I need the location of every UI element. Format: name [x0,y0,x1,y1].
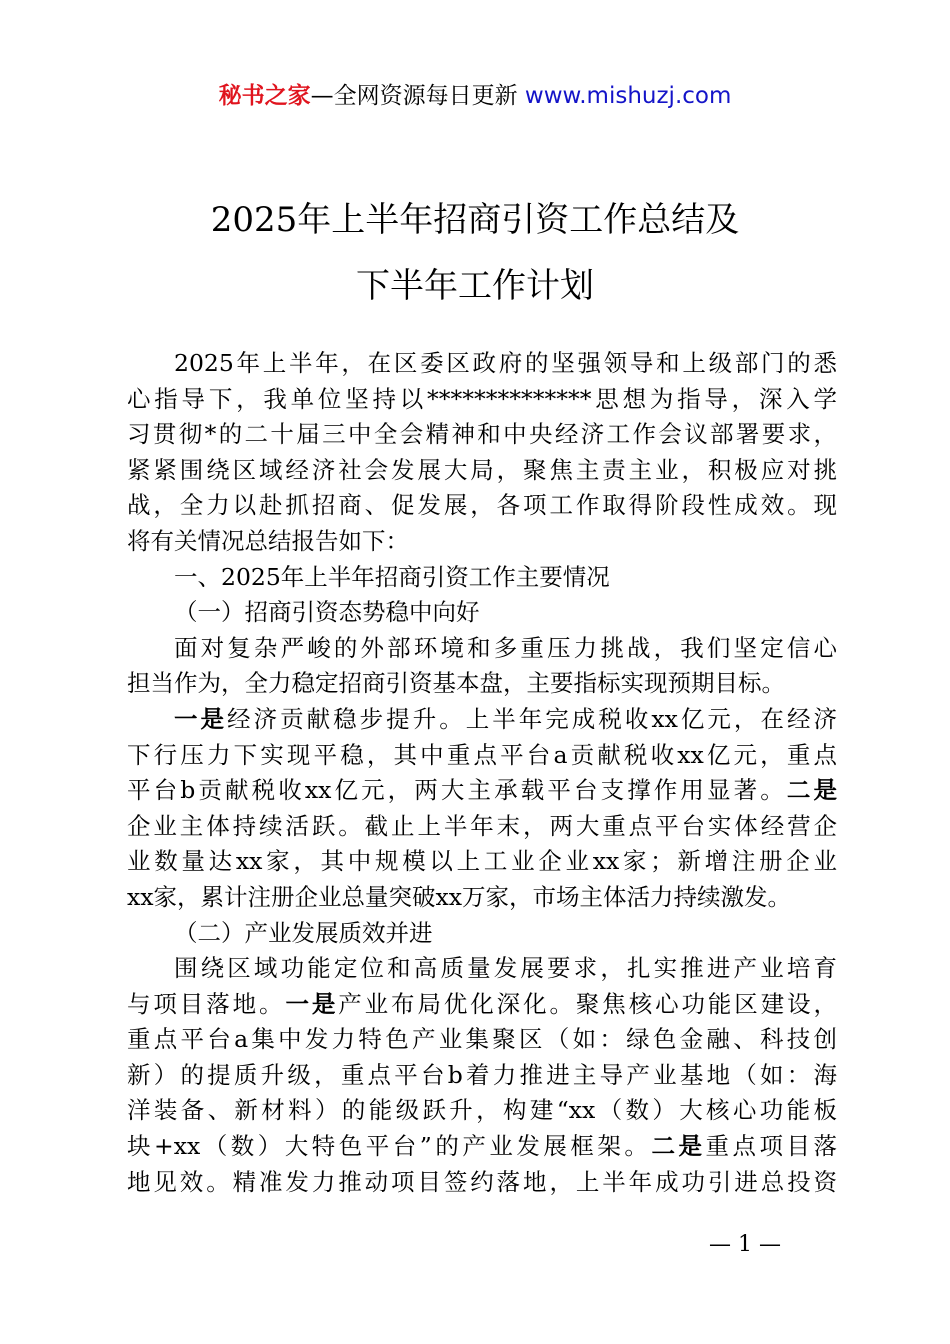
header-tagline: —全网资源每日更新 [310,83,525,109]
body-line: 下行压力下实现平稳，其中重点平台a贡献税收xx亿元，重点 [127,740,837,769]
header-banner [0,80,950,112]
body-line: 洋装备、新材料）的能级跃升，构建“xx（数）大核心功能板 [127,1096,837,1125]
document-body [127,346,837,1200]
body-line: 将有关情况总结报告如下： [127,526,409,555]
brand-name: 秘书之家 [218,83,311,109]
body-line: 围绕区域功能定位和高质量发展要求，扎实推进产业培育 [174,954,837,983]
body-line: xx家，累计注册企业总量突破xx万家，市场主体活力持续激发。 [127,882,792,911]
bold-marker: 一是 [174,704,228,733]
bold-marker: 二是 [651,1132,706,1161]
bold-marker: 一是 [285,989,339,1018]
section-heading: 一、2025年上半年招商引资工作主要情况 [174,562,610,591]
subsection-heading: （二）产业发展质效并进 [174,918,433,947]
body-line: 新）的提质升级，重点平台b着力推进主导产业基地（如：海 [127,1060,837,1089]
body-line: 习贯彻*的二十届三中全会精神和中央经济工作会议部署要求， [127,420,837,449]
body-line: 2025年上半年，在区委区政府的坚强领导和上级部门的悉 [174,349,837,377]
body-line: 企业主体持续活跃。截止上半年末，两大重点平台实体经营企 [127,811,837,840]
body-line: 战，全力以赴抓招商、促发展，各项工作取得阶段性成效。现 [127,491,837,520]
body-line: 面对复杂严峻的外部环境和多重压力挑战，我们坚定信心 [174,633,837,662]
body-line: 业数量达xx家，其中规模以上工业企业xx家；新增注册企业 [127,847,837,876]
page-number: — 1 — [709,1232,781,1257]
body-line: 紧紧围绕区域经济社会发展大局，聚焦主责主业，积极应对挑 [127,455,837,484]
body-line: 重点平台a集中发力特色产业集聚区（如：绿色金融、科技创 [127,1025,837,1054]
bold-marker: 二是 [786,776,837,805]
body-line: 平台b贡献税收xx亿元，两大主承载平台支撑作用显著。二是 [127,776,837,805]
body-line: 一是经济贡献稳步提升。上半年完成税收xx亿元，在经济 [174,704,837,733]
body-line: 地见效。精准发力推动项目签约落地，上半年成功引进总投资 [127,1167,837,1196]
site-url-link[interactable]: www.mishuzj.com [524,83,732,109]
title-line-2: 下半年工作计划 [356,266,594,306]
document-title [0,187,950,319]
subsection-heading: （一）招商引资态势稳中向好 [174,598,480,627]
body-line: 心指导下，我单位坚持以**************思想为指导，深入学 [127,384,837,413]
body-line: 与项目落地。一是产业布局优化深化。聚焦核心功能区建设， [127,989,838,1018]
body-line: 担当作为，全力稳定招商引资基本盘，主要指标实现预期目标。 [127,669,785,698]
title-line-1: 2025年上半年招商引资工作总结及 [210,200,740,240]
body-line: 块+xx（数）大特色平台”的产业发展框架。二是重点项目落 [127,1132,838,1161]
